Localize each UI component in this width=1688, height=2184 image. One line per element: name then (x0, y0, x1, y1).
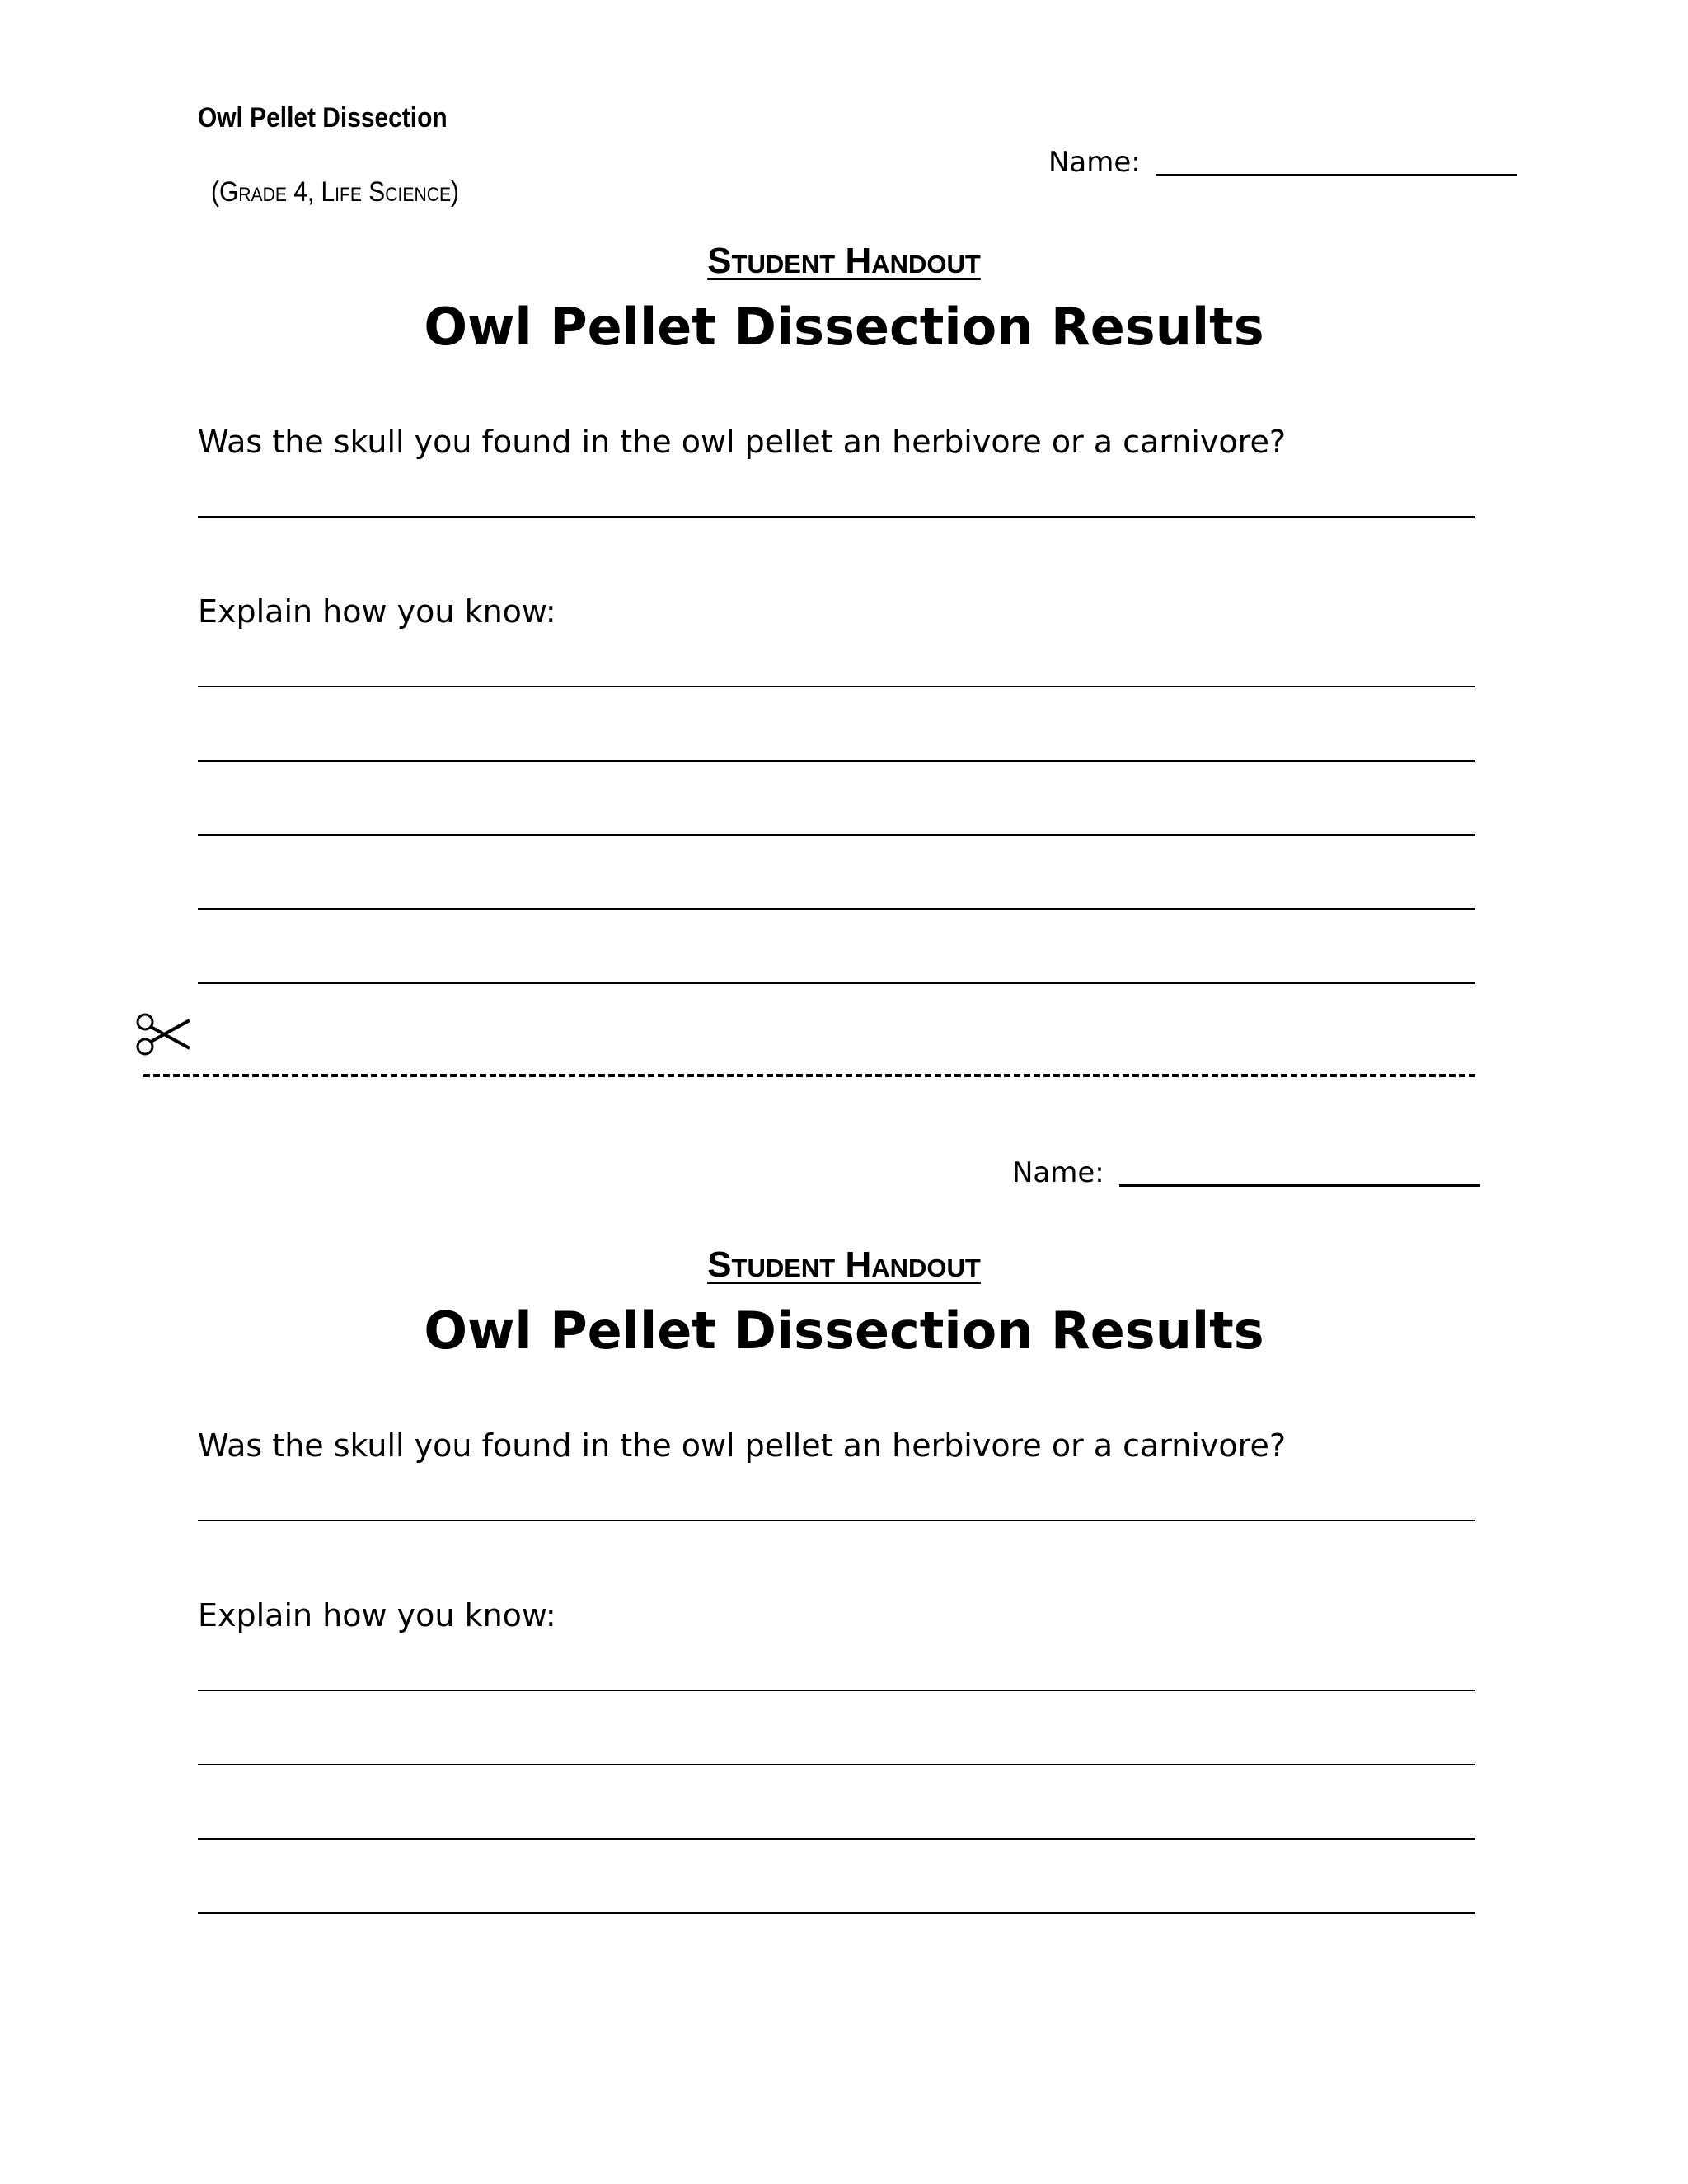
answer-line[interactable] (198, 834, 1475, 836)
question-explain: Explain how you know: (198, 593, 556, 630)
question-herbivore-carnivore: Was the skull you found in the owl pellet an herbivore or a carnivore? (198, 424, 1287, 460)
answer-line[interactable] (198, 760, 1475, 762)
name-label: Name: (1048, 146, 1141, 179)
answer-line[interactable] (198, 516, 1475, 518)
answer-line[interactable] (198, 1690, 1475, 1691)
handout-label: Student Handout (707, 241, 981, 281)
page-title: Owl Pellet Dissection Results (424, 1301, 1264, 1361)
scissors-icon (135, 1010, 193, 1060)
name-blank-line[interactable] (1156, 172, 1517, 176)
question-explain: Explain how you know: (198, 1597, 556, 1633)
handout-label: Student Handout (707, 1244, 981, 1285)
question-herbivore-carnivore: Was the skull you found in the owl pellet an herbivore or a carnivore? (198, 1427, 1287, 1464)
name-label: Name: (1012, 1156, 1104, 1189)
answer-line[interactable] (198, 1520, 1475, 1521)
answer-line[interactable] (198, 982, 1475, 984)
cut-line-divider (143, 1074, 1475, 1077)
grade-subject-label: (Grade 4, Life Science) (211, 176, 460, 208)
name-field-bottom[interactable] (1012, 1156, 1480, 1189)
page-title: Owl Pellet Dissection Results (424, 297, 1264, 357)
answer-line[interactable] (198, 1764, 1475, 1765)
name-field-top[interactable] (1048, 146, 1517, 179)
document-title: Owl Pellet Dissection (198, 102, 448, 134)
name-blank-line[interactable] (1119, 1183, 1480, 1187)
answer-line[interactable] (198, 1912, 1475, 1914)
answer-line[interactable] (198, 908, 1475, 910)
answer-line[interactable] (198, 1838, 1475, 1840)
answer-line[interactable] (198, 686, 1475, 687)
